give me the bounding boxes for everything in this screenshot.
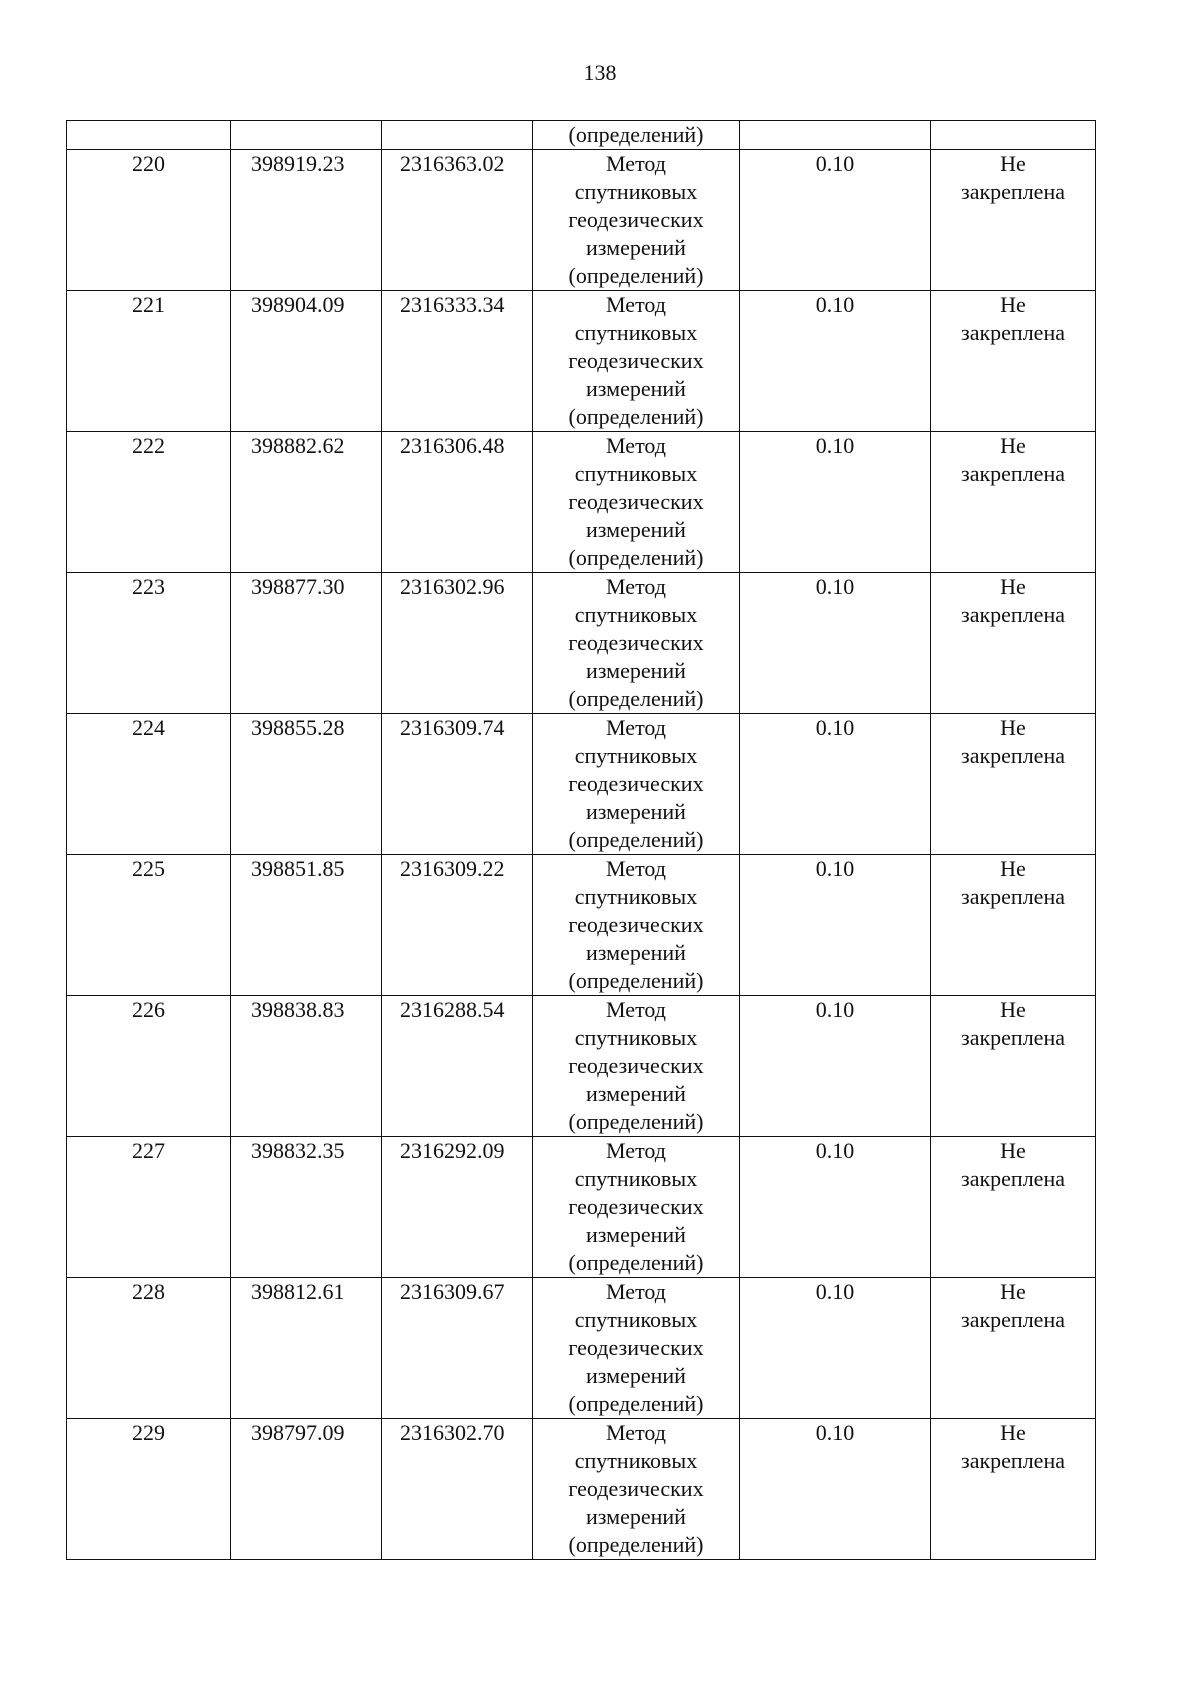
table-row (67, 1419, 1096, 1560)
x-coordinate-cell: 398832.35 (231, 1137, 382, 1278)
method-text-line: (определений) (568, 1109, 704, 1134)
method-cell (533, 1137, 740, 1278)
method-text-line: Метод (606, 1420, 666, 1445)
method-text-line: измерений (586, 517, 686, 542)
method-text-line: (определений) (568, 1532, 704, 1557)
method-text-line: измерений (586, 1081, 686, 1106)
method-cell (533, 714, 740, 855)
table-row (67, 573, 1096, 714)
y-coordinate-cell: 2316302.96 (382, 573, 533, 714)
method-text-line: (определений) (568, 1391, 704, 1416)
y-coordinate-cell: 2316309.74 (382, 714, 533, 855)
method-text-line: (определений) (568, 404, 704, 429)
method-text-line: Метод (606, 292, 666, 317)
method-text-line: измерений (586, 376, 686, 401)
y-coordinate-cell: 2316333.34 (382, 291, 533, 432)
point-number-cell: 221 (67, 291, 231, 432)
coordinates-table (66, 120, 1096, 1560)
method-cell (533, 150, 740, 291)
fixing-cell (931, 996, 1096, 1137)
method-text-line: Метод (606, 1279, 666, 1304)
method-text-line: измерений (586, 940, 686, 965)
method-text-line: геодезических (568, 912, 704, 937)
accuracy-cell: 0.10 (740, 150, 931, 291)
method-cell (533, 573, 740, 714)
accuracy-cell: 0.10 (740, 291, 931, 432)
method-text-line: геодезических (568, 207, 704, 232)
method-text-line: (определений) (568, 968, 704, 993)
accuracy-cell: 0.10 (740, 855, 931, 996)
method-text-line: спутниковых (574, 461, 698, 486)
method-text-line: спутниковых (574, 743, 698, 768)
method-text-line: спутниковых (574, 320, 698, 345)
point-number-cell: 225 (67, 855, 231, 996)
table-row (67, 1278, 1096, 1419)
accuracy-cell: 0.10 (740, 714, 931, 855)
accuracy-cell: 0.10 (740, 1278, 931, 1419)
fixing-text-line: Не (1000, 1420, 1026, 1445)
method-text-line: спутниковых (574, 1307, 698, 1332)
x-coordinate-cell: 398877.30 (231, 573, 382, 714)
method-text-line: (определений) (568, 1250, 704, 1275)
method-text-line: Метод (606, 997, 666, 1022)
continuation-cell (931, 121, 1096, 150)
table-row (67, 855, 1096, 996)
method-text-line: измерений (586, 1504, 686, 1529)
table-row (67, 150, 1096, 291)
method-cell (533, 1278, 740, 1419)
method-text-line: спутниковых (574, 1448, 698, 1473)
x-coordinate-cell: 398882.62 (231, 432, 382, 573)
x-coordinate-cell: 398812.61 (231, 1278, 382, 1419)
fixing-cell (931, 1419, 1096, 1560)
fixing-text-line: закреплена (961, 1025, 1065, 1050)
fixing-text-line: Не (1000, 1138, 1026, 1163)
x-coordinate-cell: 398838.83 (231, 996, 382, 1137)
point-number-cell: 226 (67, 996, 231, 1137)
method-text-line: геодезических (568, 489, 704, 514)
method-text-line: геодезических (568, 1476, 704, 1501)
method-text-line: геодезических (568, 1194, 704, 1219)
fixing-text-line: Не (1000, 292, 1026, 317)
fixing-text-line: закреплена (961, 320, 1065, 345)
fixing-text-line: Не (1000, 151, 1026, 176)
method-text-line: Метод (606, 856, 666, 881)
x-coordinate-cell: 398851.85 (231, 855, 382, 996)
fixing-text-line: закреплена (961, 1307, 1065, 1332)
y-coordinate-cell: 2316306.48 (382, 432, 533, 573)
method-cell (533, 1419, 740, 1560)
continuation-cell (740, 121, 931, 150)
continuation-row (67, 121, 1096, 150)
y-coordinate-cell: 2316292.09 (382, 1137, 533, 1278)
method-text-line: Метод (606, 1138, 666, 1163)
x-coordinate-cell: 398919.23 (231, 150, 382, 291)
continuation-cell (382, 121, 533, 150)
method-cell (533, 291, 740, 432)
method-text-line: спутниковых (574, 884, 698, 909)
point-number-cell: 223 (67, 573, 231, 714)
fixing-text-line: Не (1000, 715, 1026, 740)
method-text-line: измерений (586, 658, 686, 683)
y-coordinate-cell: 2316309.22 (382, 855, 533, 996)
y-coordinate-cell: 2316363.02 (382, 150, 533, 291)
table-row (67, 432, 1096, 573)
point-number-cell: 228 (67, 1278, 231, 1419)
fixing-cell (931, 714, 1096, 855)
continuation-cell (67, 121, 231, 150)
fixing-text-line: Не (1000, 574, 1026, 599)
fixing-text-line: Не (1000, 1279, 1026, 1304)
method-text-line: геодезических (568, 1053, 704, 1078)
fixing-text-line: закреплена (961, 884, 1065, 909)
fixing-cell (931, 291, 1096, 432)
fixing-text-line: закреплена (961, 602, 1065, 627)
continuation-cell: (определений) (533, 121, 740, 150)
y-coordinate-cell: 2316309.67 (382, 1278, 533, 1419)
table-row (67, 291, 1096, 432)
fixing-text-line: закреплена (961, 461, 1065, 486)
fixing-text-line: закреплена (961, 179, 1065, 204)
point-number-cell: 222 (67, 432, 231, 573)
method-text-line: Метод (606, 715, 666, 740)
accuracy-cell: 0.10 (740, 1419, 931, 1560)
method-text-line: геодезических (568, 630, 704, 655)
method-text-line: Метод (606, 574, 666, 599)
point-number-cell: 220 (67, 150, 231, 291)
fixing-cell (931, 150, 1096, 291)
accuracy-cell: 0.10 (740, 1137, 931, 1278)
method-text-line: спутниковых (574, 1025, 698, 1050)
method-cell (533, 432, 740, 573)
method-text-line: геодезических (568, 1335, 704, 1360)
coordinates-table-body (67, 121, 1096, 1560)
accuracy-cell: 0.10 (740, 573, 931, 714)
method-text-line: измерений (586, 799, 686, 824)
y-coordinate-cell: 2316302.70 (382, 1419, 533, 1560)
table-row (67, 996, 1096, 1137)
x-coordinate-cell: 398855.28 (231, 714, 382, 855)
fixing-text-line: Не (1000, 856, 1026, 881)
accuracy-cell: 0.10 (740, 996, 931, 1137)
method-text-line: Метод (606, 151, 666, 176)
table-row (67, 714, 1096, 855)
x-coordinate-cell: 398904.09 (231, 291, 382, 432)
method-text-line: измерений (586, 1363, 686, 1388)
table-row (67, 1137, 1096, 1278)
method-cell (533, 855, 740, 996)
fixing-cell (931, 573, 1096, 714)
fixing-cell (931, 855, 1096, 996)
y-coordinate-cell: 2316288.54 (382, 996, 533, 1137)
method-text-line: (определений) (568, 545, 704, 570)
x-coordinate-cell: 398797.09 (231, 1419, 382, 1560)
fixing-text-line: закреплена (961, 743, 1065, 768)
fixing-text-line: закреплена (961, 1448, 1065, 1473)
method-text-line: (определений) (568, 827, 704, 852)
page-number: 138 (583, 60, 617, 85)
method-text-line: геодезических (568, 348, 704, 373)
fixing-cell (931, 432, 1096, 573)
point-number-cell: 229 (67, 1419, 231, 1560)
point-number-cell: 224 (67, 714, 231, 855)
fixing-cell (931, 1137, 1096, 1278)
accuracy-cell: 0.10 (740, 432, 931, 573)
method-text-line: спутниковых (574, 602, 698, 627)
fixing-text-line: Не (1000, 433, 1026, 458)
method-text-line: спутниковых (574, 179, 698, 204)
method-text-line: Метод (606, 433, 666, 458)
continuation-cell (231, 121, 382, 150)
fixing-text-line: Не (1000, 997, 1026, 1022)
method-text-line: измерений (586, 1222, 686, 1247)
method-text-line: (определений) (568, 686, 704, 711)
method-text-line: измерений (586, 235, 686, 260)
fixing-cell (931, 1278, 1096, 1419)
method-text-line: геодезических (568, 771, 704, 796)
fixing-text-line: закреплена (961, 1166, 1065, 1191)
point-number-cell: 227 (67, 1137, 231, 1278)
method-text-line: (определений) (568, 263, 704, 288)
method-cell (533, 996, 740, 1137)
method-text-line: спутниковых (574, 1166, 698, 1191)
